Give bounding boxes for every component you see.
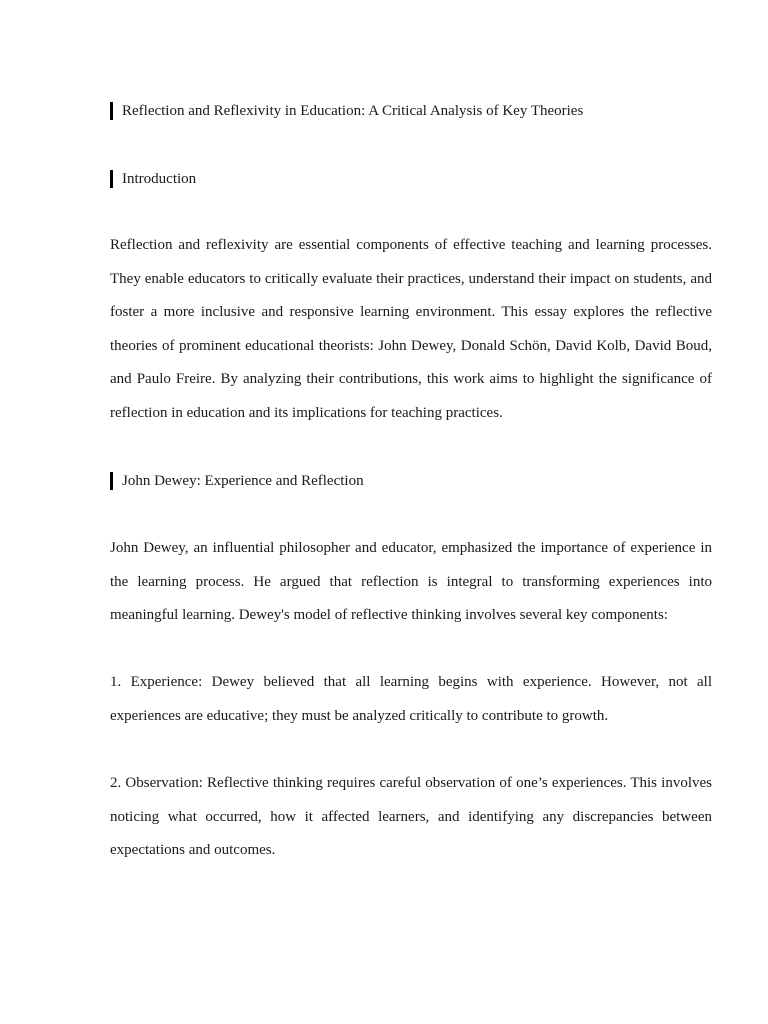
section-heading-dewey xyxy=(110,472,364,490)
document-title xyxy=(110,102,583,120)
section-heading-text: John Dewey: Experience and Reflection xyxy=(122,473,364,489)
introduction-paragraph: Reflection and reflexivity are essential components of effective teaching and learning processes. They enable educators to critically evaluate their practices, understand their impact on students, and foster a more inclusive and responsive learning environment. This essay explores the reflective theories of prominent educational theorists: John Dewey, Donald Schön, David Kolb, David Boud, and Paulo Freire. By analyzing their contributions, this work aims to highlight the significance of reflection in education and its implications for teaching practices. xyxy=(110,237,712,421)
heading-marker xyxy=(110,170,113,188)
document-page xyxy=(110,0,712,1024)
dewey-paragraph: John Dewey, an influential philosopher and educator, emphasized the importance of experience in the learning process. He argued that reflection is integral to transforming experiences into meaningful learning. Dewey's model of reflective thinking involves several key components: xyxy=(110,540,712,623)
list-item-experience: 1. Experience: Dewey believed that all learning begins with experience. However, not all experiences are educative; they must be analyzed critically to contribute to growth. xyxy=(110,674,712,724)
section-heading-introduction xyxy=(110,170,196,188)
list-item-observation: 2. Observation: Reflective thinking requires careful observation of one’s experiences. This involves noticing what occurred, how it affected learners, and identifying any discrepancies between expectations and outcomes. xyxy=(110,775,712,858)
document-title-text: Reflection and Reflexivity in Education: A Critical Analysis of Key Theories xyxy=(122,103,584,119)
heading-marker xyxy=(110,102,113,120)
section-heading-text: Introduction xyxy=(122,171,197,187)
heading-marker xyxy=(110,472,113,490)
